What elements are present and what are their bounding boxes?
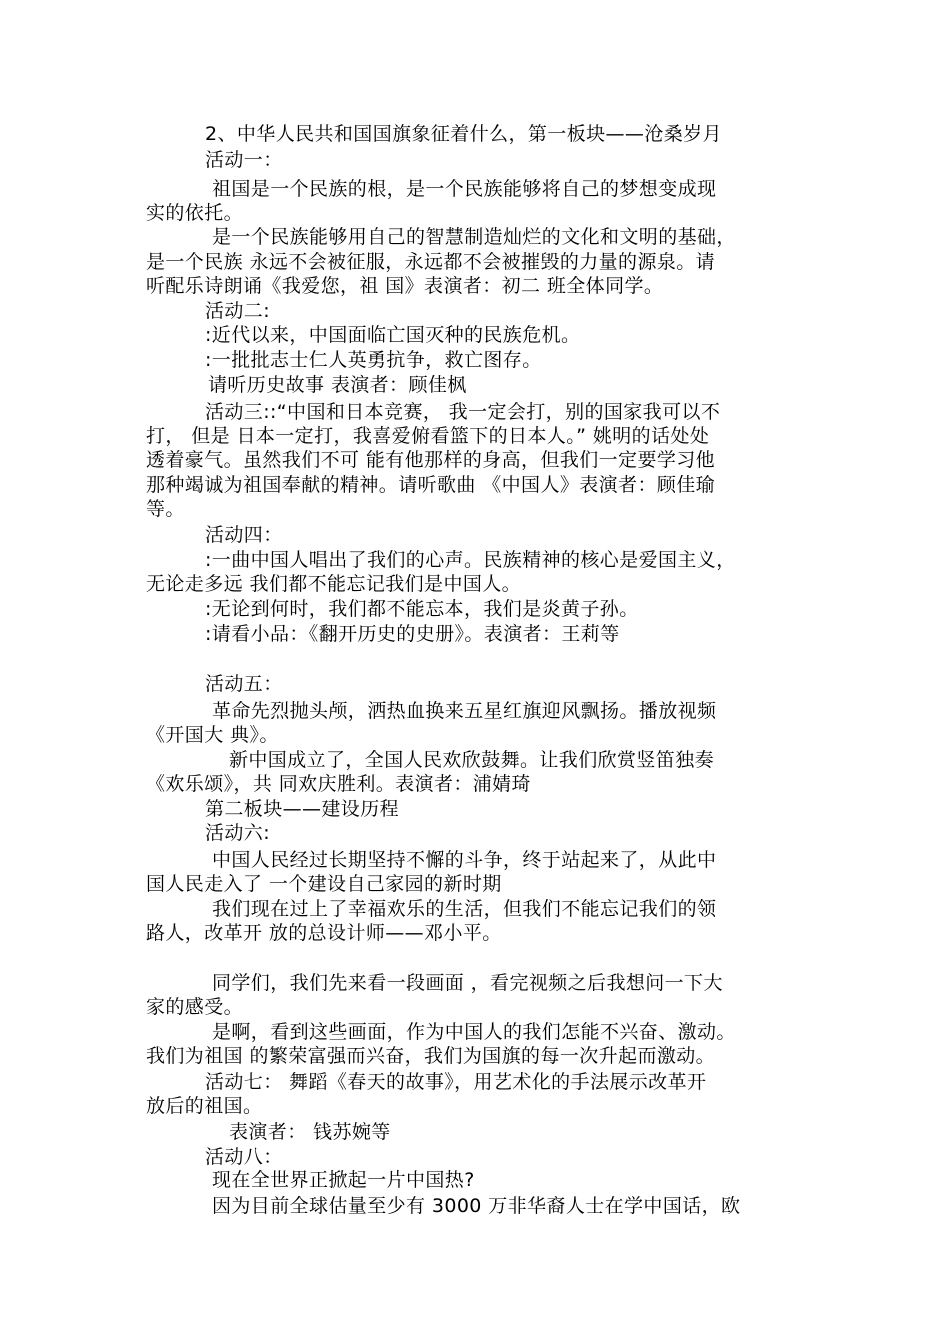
activity-heading: 活动二: [205, 300, 271, 322]
paragraph-line: 请听历史故事 表演者：顾佳枫 [208, 374, 467, 396]
paragraph-line: 我们为祖国 的繁荣富强而兴奋，我们为国旗的每一次升起而激动。 [146, 1045, 716, 1067]
paragraph-line: 家的感受。 [146, 996, 244, 1018]
paragraph-line: 我们现在过上了幸福欢乐的生活，但我们不能忘记我们的领 [212, 898, 717, 920]
paragraph-line: 无论走多远 我们都不能忘记我们是中国人。 [146, 573, 522, 595]
paragraph-line: :近代以来，中国面临亡国灭种的民族危机。 [205, 324, 581, 346]
paragraph-line: 《开国大 典》。 [146, 724, 279, 746]
paragraph-line: 《欢乐颂》，共 同欢庆胜利。表演者：浦婧琦 [146, 773, 531, 795]
paragraph-line: :请看小品：《翻开历史的史册》。表演者：王莉等 [205, 623, 620, 645]
paragraph-line: 放后的祖国。 [146, 1095, 263, 1117]
paragraph-line: 同学们，我们先来看一段画面 ，看完视频之后我想问一下大 [212, 972, 723, 994]
activity-heading: 活动八： [205, 1146, 283, 1168]
activity-heading: 活动四： [205, 524, 283, 546]
paragraph-line: :一曲中国人唱出了我们的心声。民族精神的核心是爱国主义， [205, 549, 736, 571]
heading-line: 2、中华人民共和国国旗象征着什么，第一板块——沧桑岁月 [205, 123, 722, 145]
paragraph-line: 新中国成立了，全国人民欢欣鼓舞。让我们欣赏竖笛独奏 [229, 749, 715, 771]
activity-heading: 活动一： [205, 149, 283, 171]
paragraph-line: 活动七： 舞蹈《春天的故事》，用艺术化的手法展示改革开 [205, 1071, 707, 1093]
paragraph-line: 国人民走入了 一个建设自己家园的新时期 [146, 873, 502, 895]
paragraph-line: 等。 [146, 498, 185, 520]
paragraph-line: 路人，改革开 放的总设计师——邓小平。 [146, 922, 502, 944]
paragraph-line: 表演者： 钱苏婉等 [229, 1121, 391, 1143]
paragraph-line: 是啊，看到这些画面，作为中国人的我们怎能不兴奋、激动。 [212, 1021, 736, 1043]
paragraph-line: 活动三::“中国和日本竞赛， 我一定会打，别的国家我可以不 [205, 401, 721, 423]
paragraph-line: 因为目前全球估量至少有 3000 万非华裔人士在学中国话，欧 [212, 1195, 741, 1217]
activity-heading: 活动六: [205, 822, 271, 844]
paragraph-line: 听配乐诗朗诵《我爱您，祖 国》表演者：初二 班全体同学。 [146, 275, 664, 297]
paragraph-line: 祖国是一个民族的根，是一个民族能够将自己的梦想变成现 [212, 178, 717, 200]
paragraph-line: 那种竭诚为祖国奉献的精神。请听歌曲 《中国人》表演者：顾佳瑜 [146, 474, 716, 496]
paragraph-line: 中国人民经过长期坚持不懈的斗争，终于站起来了，从此中 [212, 849, 717, 871]
paragraph-line: 是一个民族 永远不会被征服，永远都不会被摧毁的力量的源泉。请 [146, 251, 716, 273]
paragraph-line: 透着豪气。虽然我们不可 能有他那样的身高，但我们一定要学习他 [146, 449, 716, 471]
paragraph-line: :无论到何时，我们都不能忘本，我们是炎黄子孙。 [205, 598, 639, 620]
section-heading: 第二板块——建设历程 [205, 798, 400, 820]
activity-heading: 活动五： [205, 673, 283, 695]
paragraph-line: :一批批志士仁人英勇抗争，救亡图存。 [205, 349, 542, 371]
paragraph-line: 实的依托。 [146, 202, 244, 224]
paragraph-line: 现在全世界正掀起一片中国热? [212, 1169, 475, 1191]
paragraph-line: 打， 但是 日本一定打，我喜爱俯看篮下的日本人。” 姚明的话处处 [146, 425, 710, 447]
paragraph-line: 是一个民族能够用自己的智慧制造灿烂的文化和文明的基础， [212, 226, 736, 248]
paragraph-line: 革命先烈抛头颅，洒热血换来五星红旗迎风飘扬。播放视频 [212, 700, 717, 722]
